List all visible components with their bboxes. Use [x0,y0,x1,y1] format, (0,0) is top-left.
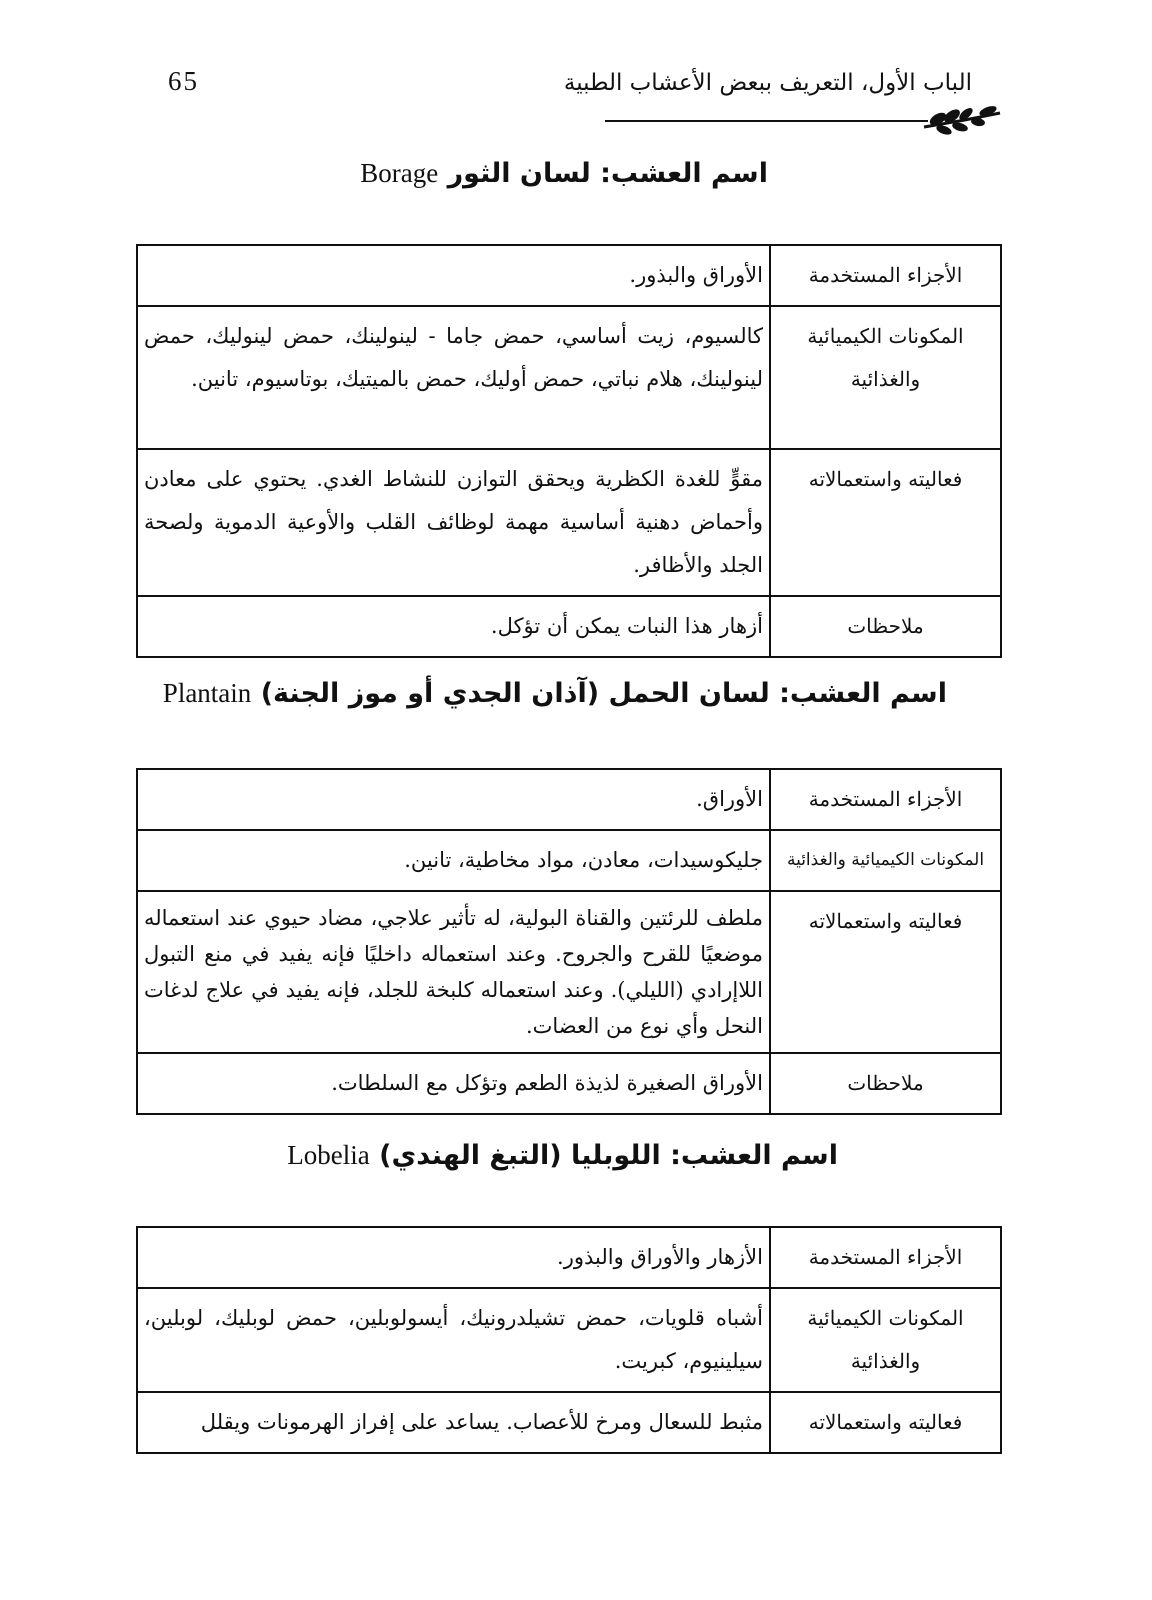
page-number: 65 [168,66,199,96]
table-row [137,306,1001,449]
herb-table-plantain [136,768,1002,1115]
row-value: الأزهار والأوراق والبذور. [137,1227,770,1288]
table-row [137,596,1001,657]
herb-title-arabic: لسان الحمل (آذان الجدي أو موز الجنة) [260,678,770,709]
row-label: ملاحظات [770,1053,1001,1114]
row-value: جليكوسيدات، معادن، مواد مخاطية، تانين. [137,830,770,891]
row-value: الأوراق الصغيرة لذيذة الطعم وتؤكل مع السلطات. [137,1053,770,1114]
running-head: الباب الأول، التعريف ببعض الأعشاب الطبية [563,70,972,96]
herb-title-prefix: اسم العشب: [660,1140,838,1171]
row-label: ملاحظات [770,596,1001,657]
row-value: كالسيوم، زيت أساسي، حمض جاما - لينولينك، حمض لينوليك، حمض لينولينك، هلام نباتي، حمض أوليك، حمض بالميتيك، بوتاسيوم، تانين. [137,306,770,449]
row-value: مقوٍّ للغدة الكظرية ويحقق التوازن للنشاط الغدي. يحتوي على معادن وأحماض دهنية أساسية مهمة لوظائف القلب والأوعية الدموية ولصحة الجلد والأظافر. [137,449,770,596]
table-row [137,769,1001,830]
row-label: فعاليته واستعمالاته [770,449,1001,596]
herb-title-prefix: اسم العشب: [590,158,768,189]
table-row [137,1053,1001,1114]
row-value: الأوراق والبذور. [137,245,770,306]
table-row [137,1288,1001,1392]
table-row [137,891,1001,1053]
table-row [137,449,1001,596]
row-label: فعاليته واستعمالاته [770,891,1001,1053]
herb-title-arabic: اللوبليا (التبغ الهندي) [379,1140,661,1171]
row-label: المكونات الكيميائية والغذائية [770,830,1001,891]
herb-title-prefix: اسم العشب: [769,678,947,709]
row-label: الأجزاء المستخدمة [770,245,1001,306]
row-label: فعاليته واستعمالاته [770,1392,1001,1453]
row-label: الأجزاء المستخدمة [770,769,1001,830]
herb-title-plantain [163,678,947,709]
herb-title-borage [360,158,768,189]
row-value: أشباه قلويات، حمض تشيلدرونيك، أيسولوبلين، حمض لوبليك، لوبلين، سيلينيوم، كبريت. [137,1288,770,1392]
table-row [137,1392,1001,1453]
row-value: الأوراق. [137,769,770,830]
row-label: المكونات الكيميائية والغذائية [770,1288,1001,1392]
table-row [137,245,1001,306]
herb-title-lobelia [287,1140,838,1171]
row-label: المكونات الكيميائية والغذائية [770,306,1001,449]
herb-title-arabic: لسان الثور [447,158,591,189]
leaf-branch-icon [922,103,1002,135]
herb-table-lobelia [136,1226,1002,1454]
table-row [137,830,1001,891]
row-value: ملطف للرئتين والقناة البولية، له تأثير علاجي، مضاد حيوي عند استعماله موضعيًا للقرح والجروح. وعند استعماله داخليًا فإنه يفيد في منع التبول اللاإرادي (الليلي). وعند استعماله كلبخة للجلد، فإنه يفيد في علاج لدغات النحل وأي نوع من العضات. [137,891,770,1053]
herb-title-latin: Plantain [162,678,252,708]
row-label: الأجزاء المستخدمة [770,1227,1001,1288]
herb-table-borage [136,244,1002,658]
herb-title-latin: Borage [360,158,439,188]
row-value: أزهار هذا النبات يمكن أن تؤكل. [137,596,770,657]
herb-title-latin: Lobelia [287,1140,370,1170]
row-value: مثبط للسعال ومرخ للأعصاب. يساعد على إفراز الهرمونات ويقلل [137,1392,770,1453]
header-rule [605,120,928,122]
table-row [137,1227,1001,1288]
